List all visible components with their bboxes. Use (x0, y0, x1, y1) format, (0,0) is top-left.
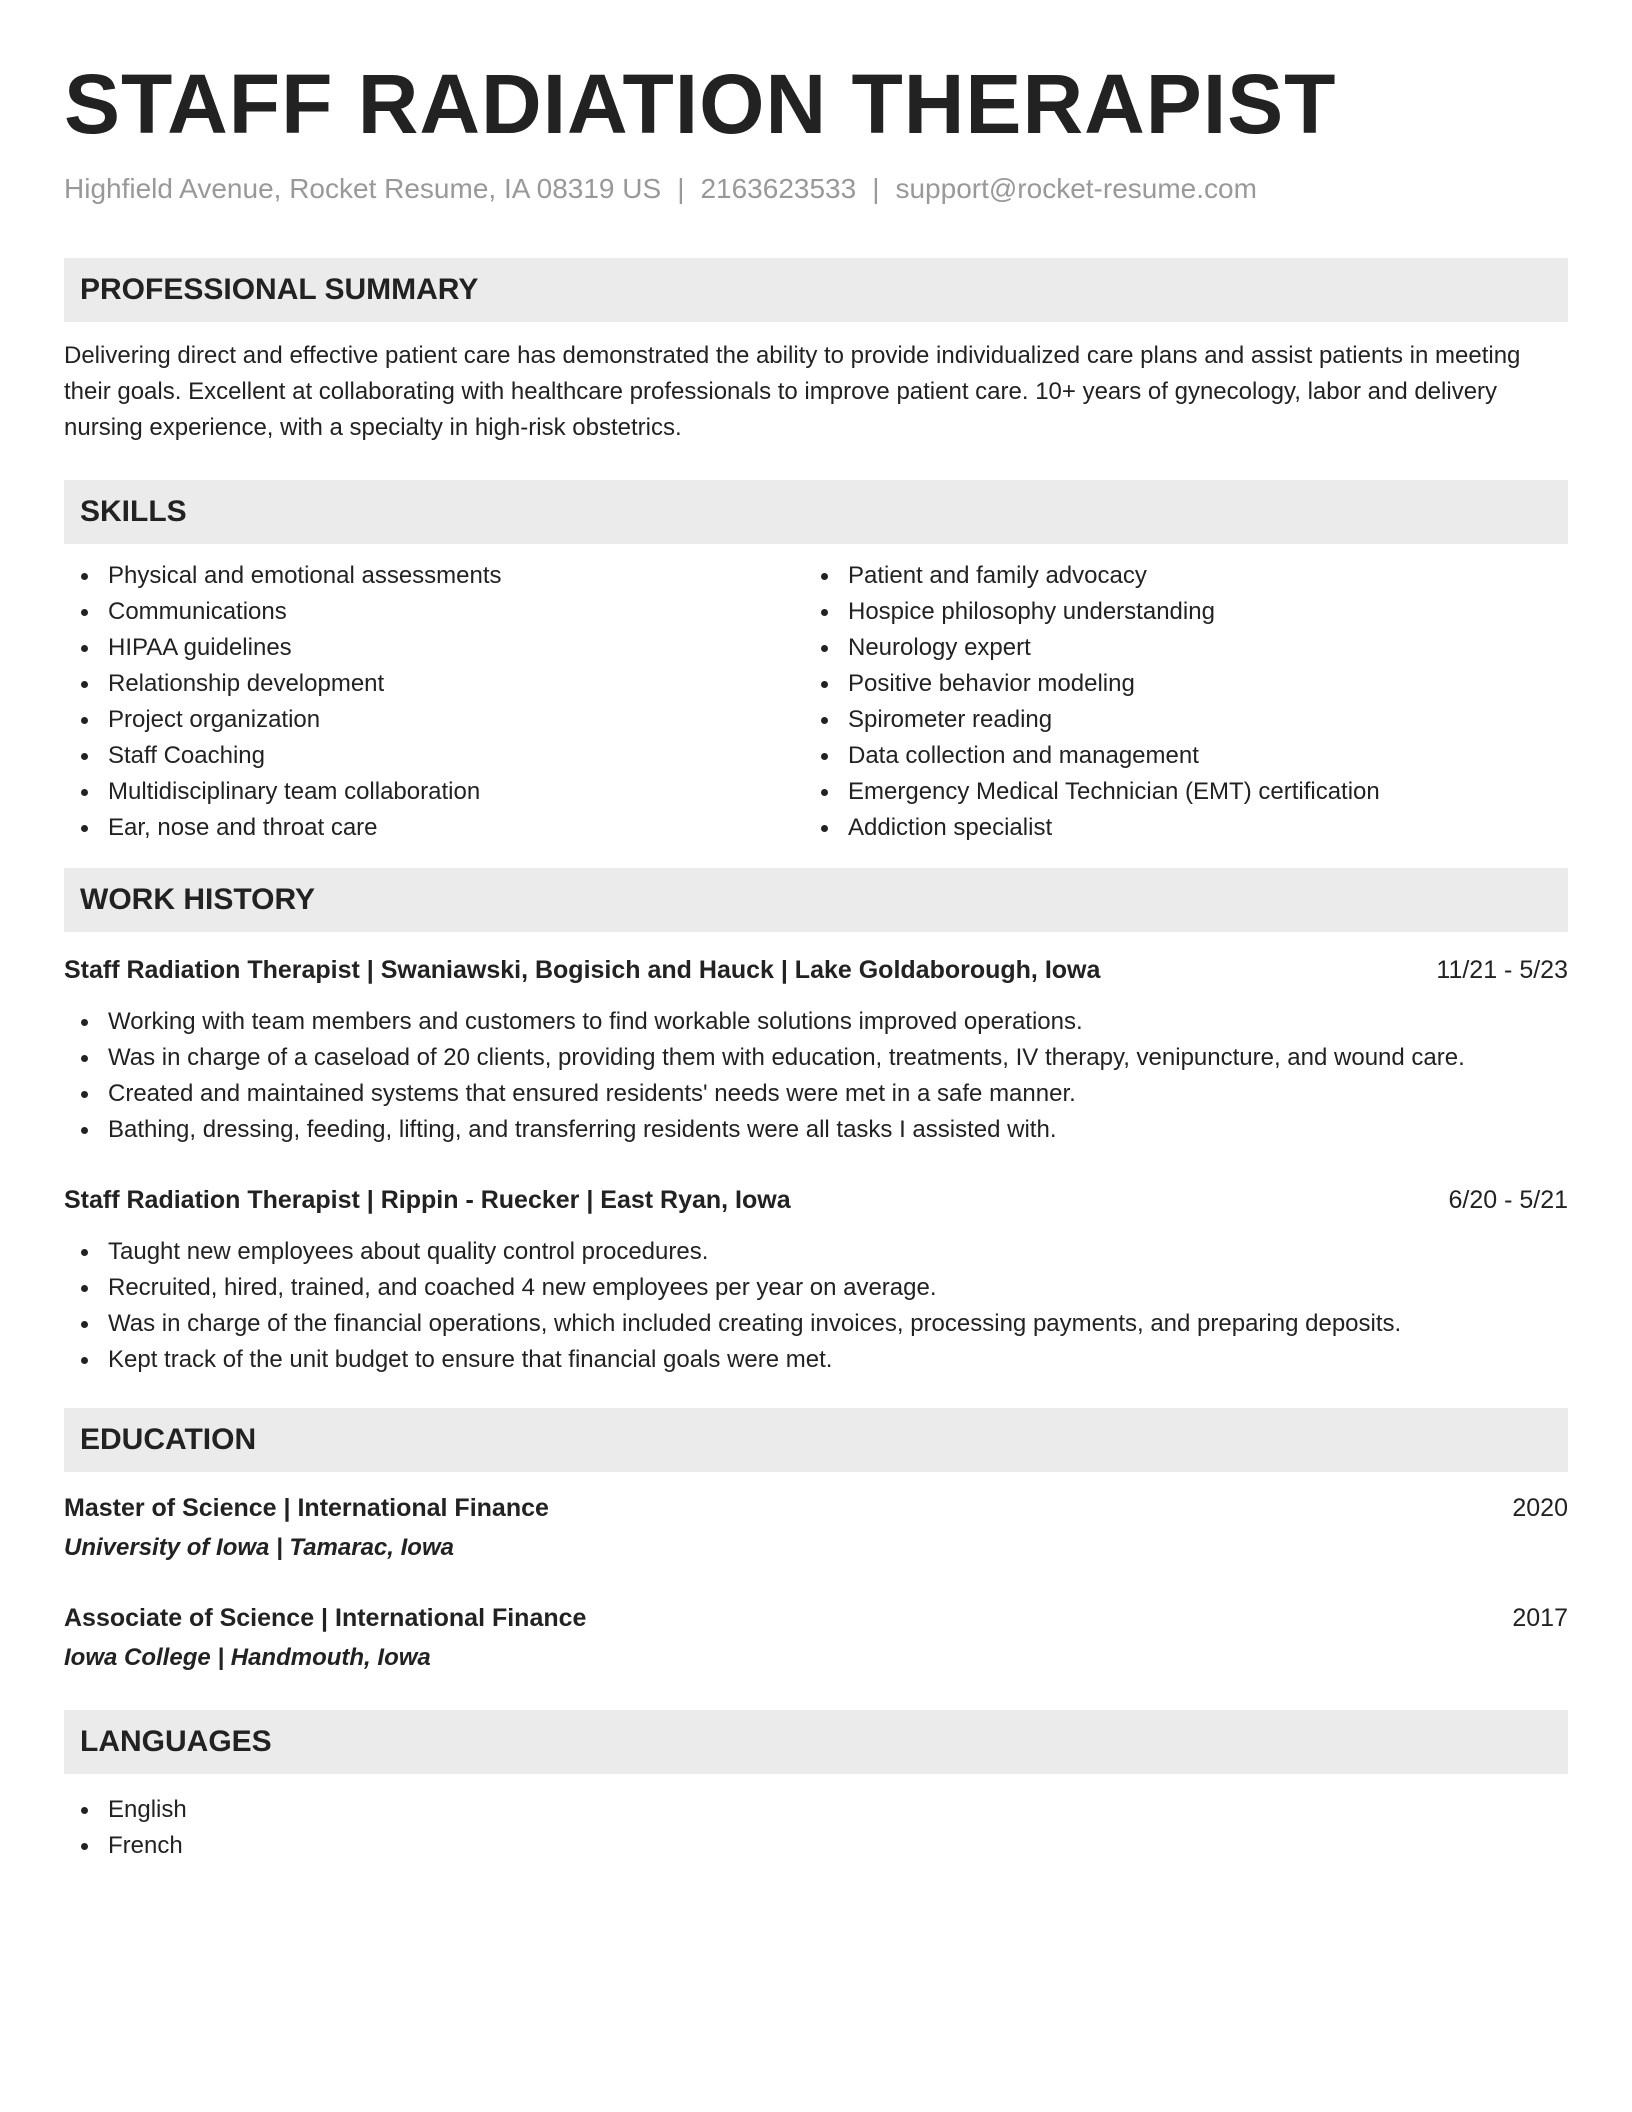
education-degree: Master of Science | International Finance (64, 1494, 549, 1522)
skill-item: Physical and emotional assessments (64, 558, 816, 594)
education-entry (64, 1490, 1568, 1566)
skill-item: Ear, nose and throat care (64, 810, 816, 846)
skill-item: Relationship development (64, 666, 816, 702)
section-header-languages: LANGUAGES (64, 1710, 1568, 1774)
summary-text: Delivering direct and effective patient care has demonstrated the ability to provide individualized care plans and assist patients in meeting their goals. Excellent at collaborating with healthcare professionals to improve patient care. 10+ years of gynecology, labor and delivery nursing experience, with a specialty in high-risk obstetrics. (64, 342, 1521, 441)
education-header (64, 1600, 1568, 1636)
resume-name: STAFF RADIATION THERAPIST (64, 57, 1337, 151)
skill-item: Addiction specialist (816, 810, 1568, 846)
skill-item: Spirometer reading (816, 702, 1568, 738)
languages-list (64, 1792, 1568, 1864)
skill-item: Emergency Medical Technician (EMT) certification (816, 774, 1568, 810)
education-header (64, 1490, 1568, 1526)
skill-item: Positive behavior modeling (816, 666, 1568, 702)
job-duty-item: Kept track of the unit budget to ensure that financial goals were met. (64, 1342, 1568, 1378)
skill-item: Neurology expert (816, 630, 1568, 666)
education-degree: Associate of Science | International Finance (64, 1604, 587, 1632)
job-duties (64, 1004, 1568, 1148)
job-duties (64, 1234, 1568, 1378)
contact-separator: | (677, 173, 685, 204)
job-dates: 11/21 - 5/23 (1436, 956, 1568, 984)
section-header-education: EDUCATION (64, 1408, 1568, 1472)
section-header-summary: PROFESSIONAL SUMMARY (64, 258, 1568, 322)
skills-list (64, 558, 1568, 846)
skill-item: Data collection and management (816, 738, 1568, 774)
section-header-skills: SKILLS (64, 480, 1568, 544)
job-title: Staff Radiation Therapist | Rippin - Ruecker | East Ryan, Iowa (64, 1186, 791, 1214)
education-school: Iowa College | Handmouth, Iowa (64, 1644, 431, 1671)
education-school: University of Iowa | Tamarac, Iowa (64, 1534, 454, 1561)
skill-item: Patient and family advocacy (816, 558, 1568, 594)
job-duty-item: Working with team members and customers to find workable solutions improved operations. (64, 1004, 1568, 1040)
contact-address: Highfield Avenue, Rocket Resume, IA 08319 US (64, 173, 662, 204)
skills-column-left (64, 558, 816, 846)
job-dates: 6/20 - 5/21 (1448, 1186, 1568, 1214)
skill-item: HIPAA guidelines (64, 630, 816, 666)
job-entry (64, 952, 1568, 1148)
skill-item: Hospice philosophy understanding (816, 594, 1568, 630)
section-header-work-history: WORK HISTORY (64, 868, 1568, 932)
education-entry (64, 1600, 1568, 1676)
contact-line (64, 172, 1568, 206)
language-item: French (64, 1828, 1568, 1864)
job-duty-item: Taught new employees about quality control procedures. (64, 1234, 1568, 1270)
job-duty-item: Was in charge of the financial operations, which included creating invoices, processing payments, and preparing deposits. (64, 1306, 1568, 1342)
contact-separator: | (872, 173, 880, 204)
skill-item: Project organization (64, 702, 816, 738)
education-year: 2020 (1512, 1494, 1568, 1522)
job-duty-item: Was in charge of a caseload of 20 clients, providing them with education, treatments, IV therapy, venipuncture, and wound care. (64, 1040, 1568, 1076)
skills-column-right (816, 558, 1568, 846)
job-duty-item: Bathing, dressing, feeding, lifting, and transferring residents were all tasks I assisted with. (64, 1112, 1568, 1148)
job-duty-item: Recruited, hired, trained, and coached 4 new employees per year on average. (64, 1270, 1568, 1306)
education-year: 2017 (1512, 1604, 1568, 1632)
job-title: Staff Radiation Therapist | Swaniawski, Bogisich and Hauck | Lake Goldaborough, Iowa (64, 956, 1101, 984)
contact-email: support@rocket-resume.com (895, 173, 1257, 204)
skill-item: Multidisciplinary team collaboration (64, 774, 816, 810)
skill-item: Communications (64, 594, 816, 630)
skill-item: Staff Coaching (64, 738, 816, 774)
contact-phone: 2163623533 (700, 173, 857, 204)
job-entry (64, 1182, 1568, 1378)
job-header (64, 952, 1568, 988)
job-duty-item: Created and maintained systems that ensured residents' needs were met in a safe manner. (64, 1076, 1568, 1112)
job-header (64, 1182, 1568, 1218)
language-item: English (64, 1792, 1568, 1828)
